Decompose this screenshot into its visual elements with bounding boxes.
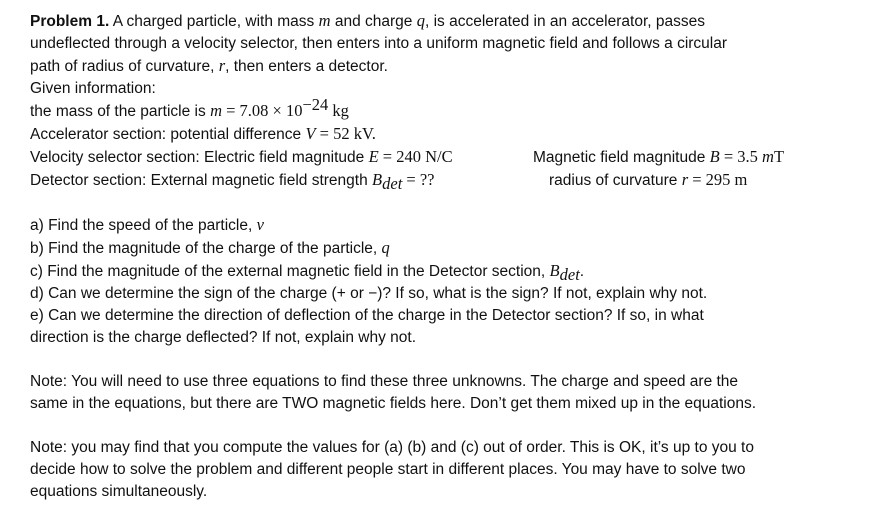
question-b <box>30 237 870 260</box>
det-left <box>30 169 533 192</box>
vel-b-var: B <box>709 147 720 166</box>
spacer <box>30 349 870 371</box>
vel-b-unit-prefix: m <box>762 147 774 166</box>
question-d: d) Can we determine the sign of the charge (+ or −)? If so, what is the sign? If not, explain why not. <box>30 285 708 302</box>
spacer <box>30 415 870 437</box>
question-c-subscript: det <box>559 265 580 285</box>
vel-b-unit: T <box>773 147 785 166</box>
mass-unit: kg <box>328 101 349 120</box>
accel-var: V <box>305 124 316 143</box>
vel-value: = 240 N/C <box>378 147 453 166</box>
given-velocity-selector <box>30 146 870 169</box>
mass-value: = 7.08 × 10 <box>221 101 303 120</box>
vel-b-value: = 3.5 <box>719 147 763 166</box>
math-var-m: m <box>318 11 331 30</box>
question-c-end: . <box>579 263 585 280</box>
vel-var: E <box>368 147 379 166</box>
question-e-line-2: direction is the charge deflected? If not, explain why not. <box>30 329 417 346</box>
given-accelerator <box>30 123 870 146</box>
det-label: Detector section: External magnetic field strength <box>30 172 373 189</box>
vel-label: Velocity selector section: Electric field magnitude <box>30 149 369 166</box>
vel-b-label: Magnetic field magnitude <box>533 149 710 166</box>
det-subscript: det <box>382 174 403 194</box>
math-var-q: q <box>416 11 425 30</box>
question-a-text: a) Find the speed of the particle, <box>30 217 257 234</box>
question-e-line-1: e) Can we determine the direction of deflection of the charge in the Detector section? If so, in what <box>30 307 704 324</box>
given-mass <box>30 94 870 123</box>
question-c-text: c) Find the magnitude of the external magnetic field in the Detector section, <box>30 263 550 280</box>
spacer <box>30 192 870 214</box>
question-a-var: v <box>256 215 264 234</box>
problem-intro-line-3 <box>30 55 870 78</box>
given-header: Given information: <box>30 80 156 97</box>
problem-document <box>30 10 870 503</box>
mass-var: m <box>210 101 222 120</box>
question-c-var: B <box>549 261 560 280</box>
mass-exponent: −24 <box>302 94 329 114</box>
mass-label: the mass of the particle is <box>30 103 211 120</box>
note-2-line-2: decide how to solve the problem and different people start in different places. You may have to solve two <box>30 461 746 478</box>
problem-intro-line-1 <box>30 10 870 33</box>
accel-label: Accelerator section: potential difference <box>30 126 306 143</box>
radius-var: r <box>681 170 689 189</box>
note-2-line-3: equations simultaneously. <box>30 483 208 500</box>
intro-text: path of radius of curvature, <box>30 58 219 75</box>
radius-value: = 295 m <box>688 170 748 189</box>
question-c <box>30 260 870 283</box>
problem-title: Problem 1. <box>30 13 110 30</box>
question-b-var: q <box>381 238 390 257</box>
vel-left <box>30 146 533 169</box>
question-b-text: b) Find the magnitude of the charge of the particle, <box>30 240 382 257</box>
intro-text: A charged particle, with mass <box>109 13 319 30</box>
given-detector <box>30 169 870 192</box>
intro-text: , then enters a detector. <box>225 58 388 75</box>
accel-value: = 52 kV. <box>315 124 376 143</box>
intro-text: , is accelerated in an accelerator, passes <box>424 13 705 30</box>
problem-intro-line-2: undeflected through a velocity selector, then enters into a uniform magnetic field and follows a circular <box>30 35 728 52</box>
det-var: B <box>372 170 383 189</box>
radius-label: radius of curvature <box>549 172 682 189</box>
note-1-line-1: Note: You will need to use three equations to find these three unknowns. The charge and speed are the <box>30 373 739 390</box>
det-value: = ?? <box>402 170 435 189</box>
intro-text: and charge <box>330 13 417 30</box>
note-2-line-1: Note: you may find that you compute the values for (a) (b) and (c) out of order. This is OK, it’s up to you to <box>30 439 754 456</box>
note-1-line-2: same in the equations, but there are TWO magnetic fields here. Don’t get them mixed up in the equations. <box>30 395 757 412</box>
question-a <box>30 214 870 237</box>
math-var-r: r <box>218 56 226 75</box>
